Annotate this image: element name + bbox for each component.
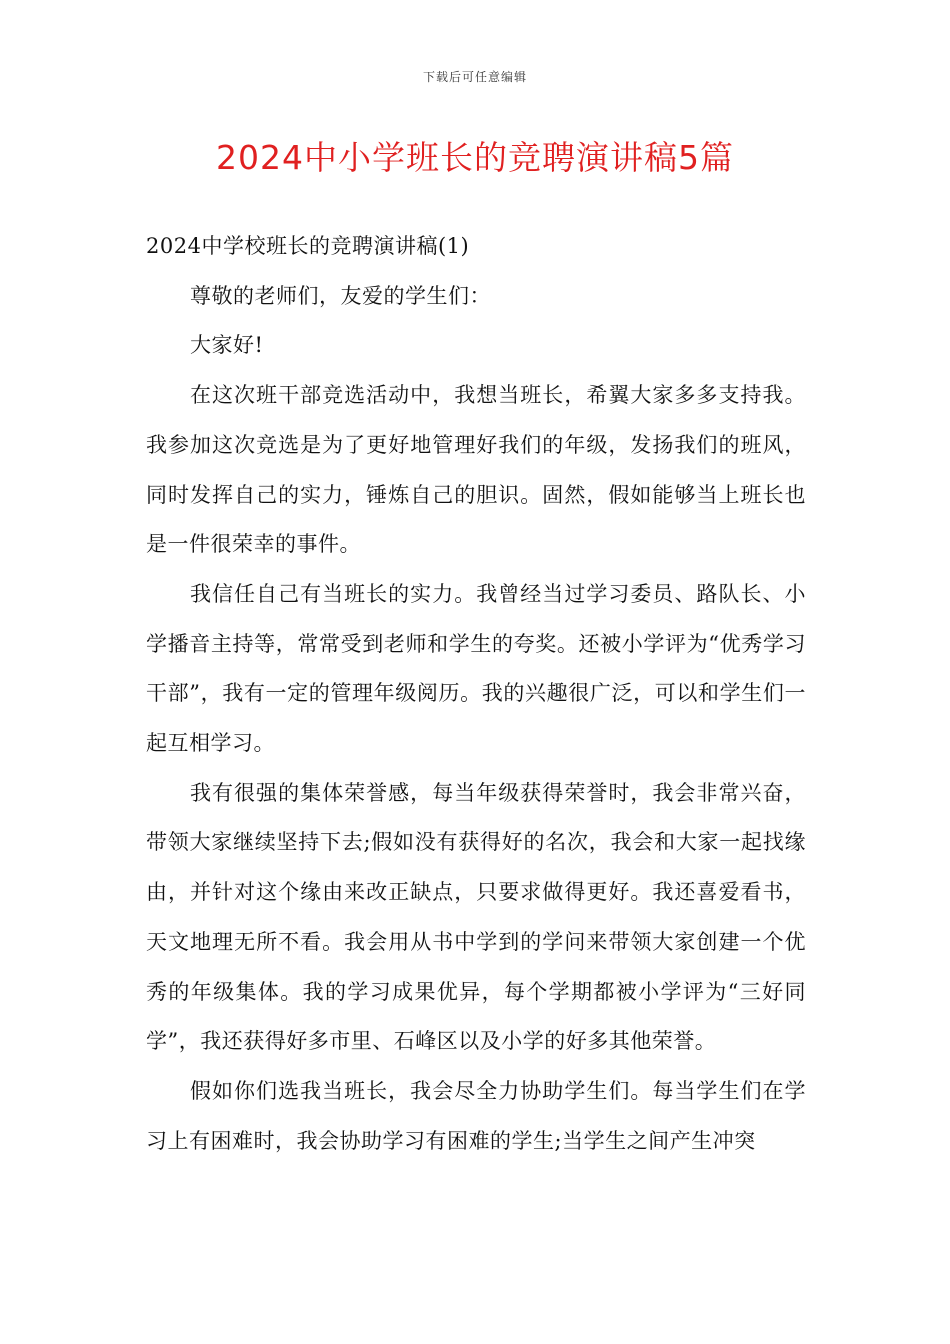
paragraph-salutation: 尊敬的老师们，友爱的学生们： <box>190 283 491 308</box>
paragraph: 我有很强的集体荣誉感，每当年级获得荣誉时，我会非常兴奋，带领大家继续坚持下去;假如没有获得好的名次，我会和大家一起找缘由，并针对这个缘由来改正缺点，只要求做得更好。我还喜爱看书，天文地理无所不看。我会用从书中学到的学问来带领大家创建一个优秀的年级集体。我的学习成果优异，每个学期都被小学评为“三好同学”，我还获得好多市里、石峰区以及小学的好多其他荣誉。 <box>146 780 806 1054</box>
section-heading: 2024中学校班长的竞聘演讲稿(1) <box>146 234 470 258</box>
document-body <box>146 222 806 1166</box>
paragraph-greeting: 大家好! <box>190 333 264 358</box>
header-note: 下载后可任意编辑 <box>422 70 527 84</box>
paragraph: 假如你们选我当班长，我会尽全力协助学生们。每当学生们在学习上有困难时，我会协助学习有困难的学生;当学生之间产生冲突 <box>146 1078 806 1153</box>
paragraph: 在这次班干部竞选活动中，我想当班长，希翼大家多多支持我。我参加这次竞选是为了更好地管理好我们的年级，发扬我们的班风，同时发挥自己的实力，锤炼自己的胆识。固然，假如能够当上班长也是一件很荣幸的事件。 <box>146 383 806 557</box>
document-title: 2024中小学班长的竞聘演讲稿5篇 <box>216 138 734 177</box>
paragraph: 我信任自己有当班长的实力。我曾经当过学习委员、路队长、小学播音主持等，常常受到老师和学生的夸奖。还被小学评为“优秀学习干部”，我有一定的管理年级阅历。我的兴趣很广泛，可以和学生们一起互相学习。 <box>146 581 806 756</box>
